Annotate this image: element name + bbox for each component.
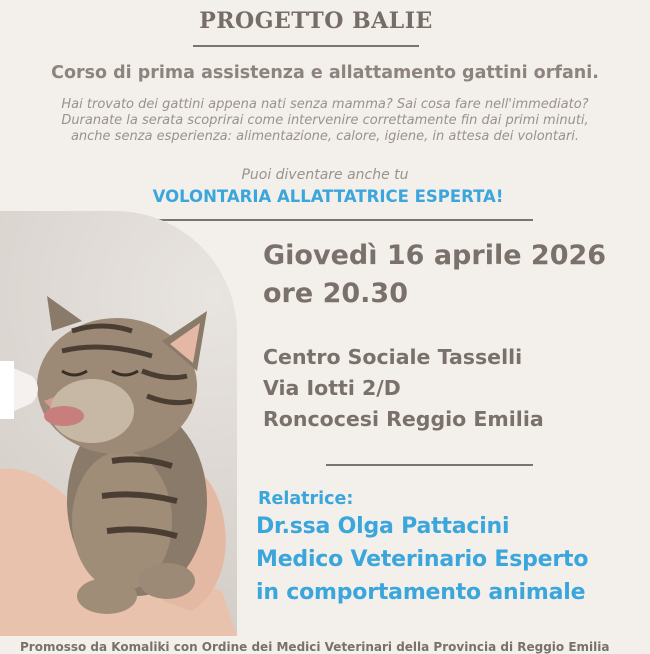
kitten-illustration [0,211,237,636]
speaker-name: Dr.ssa Olga Pattacini [256,514,510,539]
kitten-photo [0,211,237,636]
course-subtitle: Corso di prima assistenza e allattamento gattini orfani. [51,63,599,83]
page-title: PROGETTO BALIE [199,8,433,34]
venue-city: Roncocesi Reggio Emilia [263,407,544,431]
intro-line: Hai trovato dei gattini appena nati senza mamma? Sai cosa fare nell'immediato? [61,97,589,112]
intro-line: Duranate la serata scoprirai come intervenire correttamente fin dai primi minuti, [61,113,589,128]
venue-address: Via Iotti 2/D [263,376,401,400]
speaker-specialty: in comportamento animale [256,580,586,605]
title-underline [193,45,419,47]
kitten-mouth [44,406,84,426]
footer-text: Promosso da Komaliki con Ordine dei Medici Veterinari della Provincia di Reggio Emilia [20,640,610,654]
speaker-divider [326,464,533,466]
event-date: Giovedì 16 aprile 2026 [263,240,607,271]
intro-text [20,97,630,145]
cta-highlight: VOLONTARIA ALLATTATRICE ESPERTA! [152,187,504,206]
venue-name: Centro Sociale Tasselli [263,345,523,369]
speaker-role: Medico Veterinario Esperto [256,547,589,572]
cta-lead: Puoi diventare anche tu [241,167,409,183]
speaker-label: Relatrice: [258,489,354,509]
cta-divider [131,219,533,221]
event-time: ore 20.30 [263,278,408,309]
intro-line: anche senza esperienza: alimentazione, calore, igiene, in attesa dei volontari. [70,129,580,144]
